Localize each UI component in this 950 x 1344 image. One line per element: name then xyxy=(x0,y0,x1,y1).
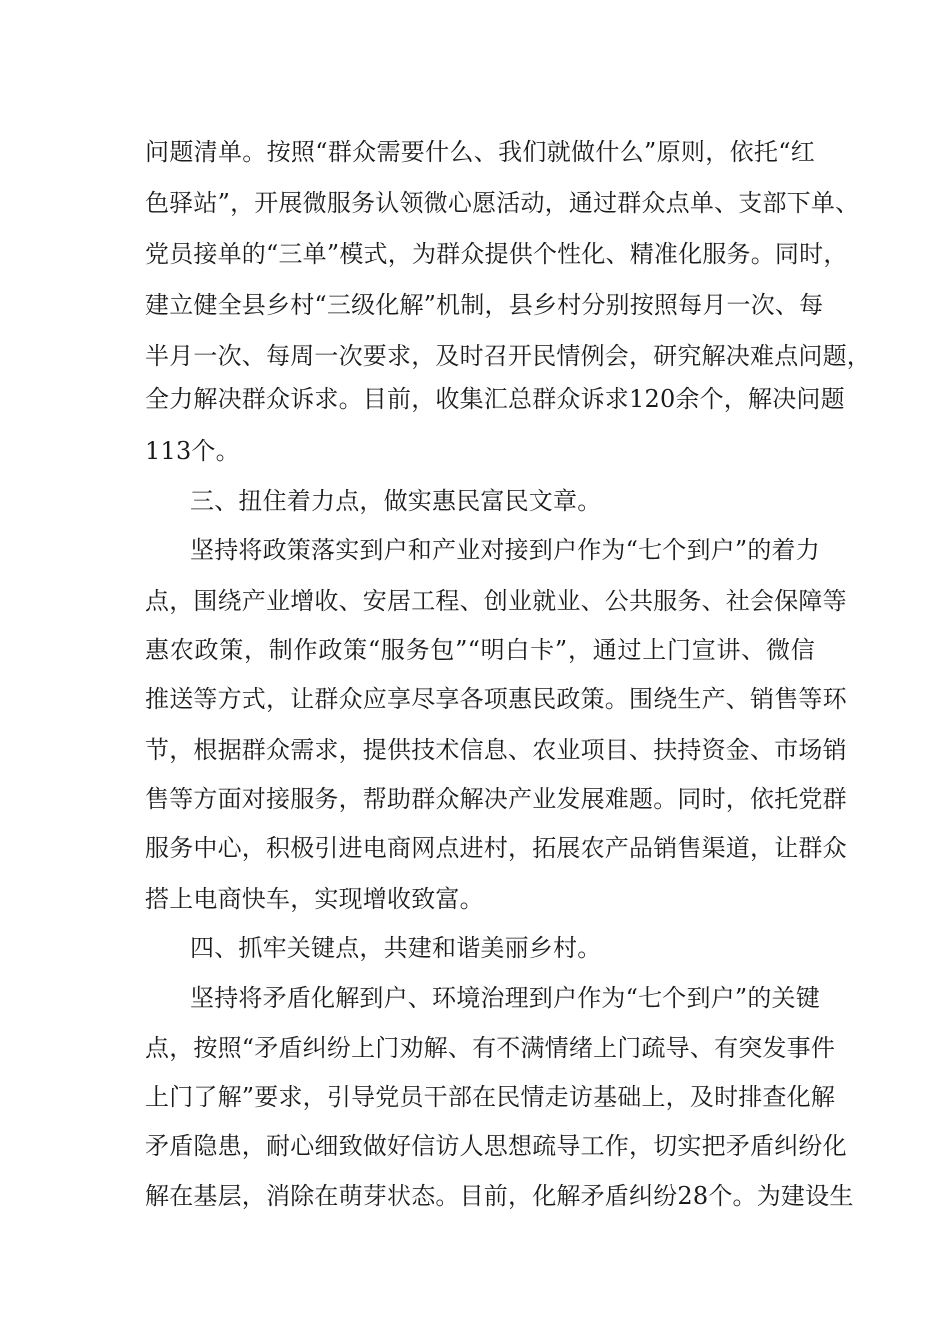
body-text-line: 上门了解”要求，引导党员干部在民情走访基础上，及时排查化解 xyxy=(145,1083,836,1111)
body-text-line: 色驿站”，开展微服务认领微心愿活动，通过群众点单、支部下单、 xyxy=(145,189,860,217)
body-text-line: 建立健全县乡村“三级化解”机制，县乡村分别按照每月一次、每 xyxy=(145,291,824,319)
section-heading-3: 三、扭住着力点，做实惠民富民文章。 xyxy=(190,487,602,515)
body-text-line: 点，围绕产业增收、安居工程、创业就业、公共服务、社会保障等 xyxy=(145,587,847,615)
body-text-line: 点，按照“矛盾纠纷上门劝解、有不满情绪上门疏导、有突发事件 xyxy=(145,1034,836,1062)
body-text-line: 矛盾隐患，耐心细致做好信访人思想疏导工作，切实把矛盾纠纷化 xyxy=(145,1132,847,1160)
body-text-line: 售等方面对接服务，帮助群众解决产业发展难题。同时，依托党群 xyxy=(145,785,847,813)
body-text-line: 坚持将矛盾化解到户、环境治理到户作为“七个到户”的关键 xyxy=(190,984,820,1012)
body-text-line: 113个。 xyxy=(145,437,240,465)
body-text-line: 党员接单的“三单”模式，为群众提供个性化、精准化服务。同时， xyxy=(145,240,848,268)
body-text-line: 推送等方式，让群众应享尽享各项惠民政策。围绕生产、销售等环 xyxy=(145,685,847,713)
body-text-line: 惠农政策，制作政策“服务包”“明白卡”，通过上门宣讲、微信 xyxy=(145,636,815,664)
body-text-line: 节，根据群众需求，提供技术信息、农业项目、扶持资金、市场销 xyxy=(145,736,847,764)
body-text-line: 坚持将政策落实到户和产业对接到户作为“七个到户”的着力 xyxy=(190,536,820,564)
body-text-line: 搭上电商快车，实现增收致富。 xyxy=(145,885,484,913)
section-heading-4: 四、抓牢关键点，共建和谐美丽乡村。 xyxy=(190,934,602,962)
body-text-line: 半月一次、每周一次要求，及时召开民情例会，研究解决难点问题， xyxy=(145,342,871,370)
body-text-line: 解在基层，消除在萌芽状态。目前，化解矛盾纠纷28个。为建设生 xyxy=(145,1182,854,1210)
body-text-line: 问题清单。按照“群众需要什么、我们就做什么”原则，依托“红 xyxy=(145,138,815,166)
body-text-line: 服务中心，积极引进电商网点进村，拓展农产品销售渠道，让群众 xyxy=(145,834,847,862)
body-text-line: 全力解决群众诉求。目前，收集汇总群众诉求120余个，解决问题 xyxy=(145,385,845,413)
